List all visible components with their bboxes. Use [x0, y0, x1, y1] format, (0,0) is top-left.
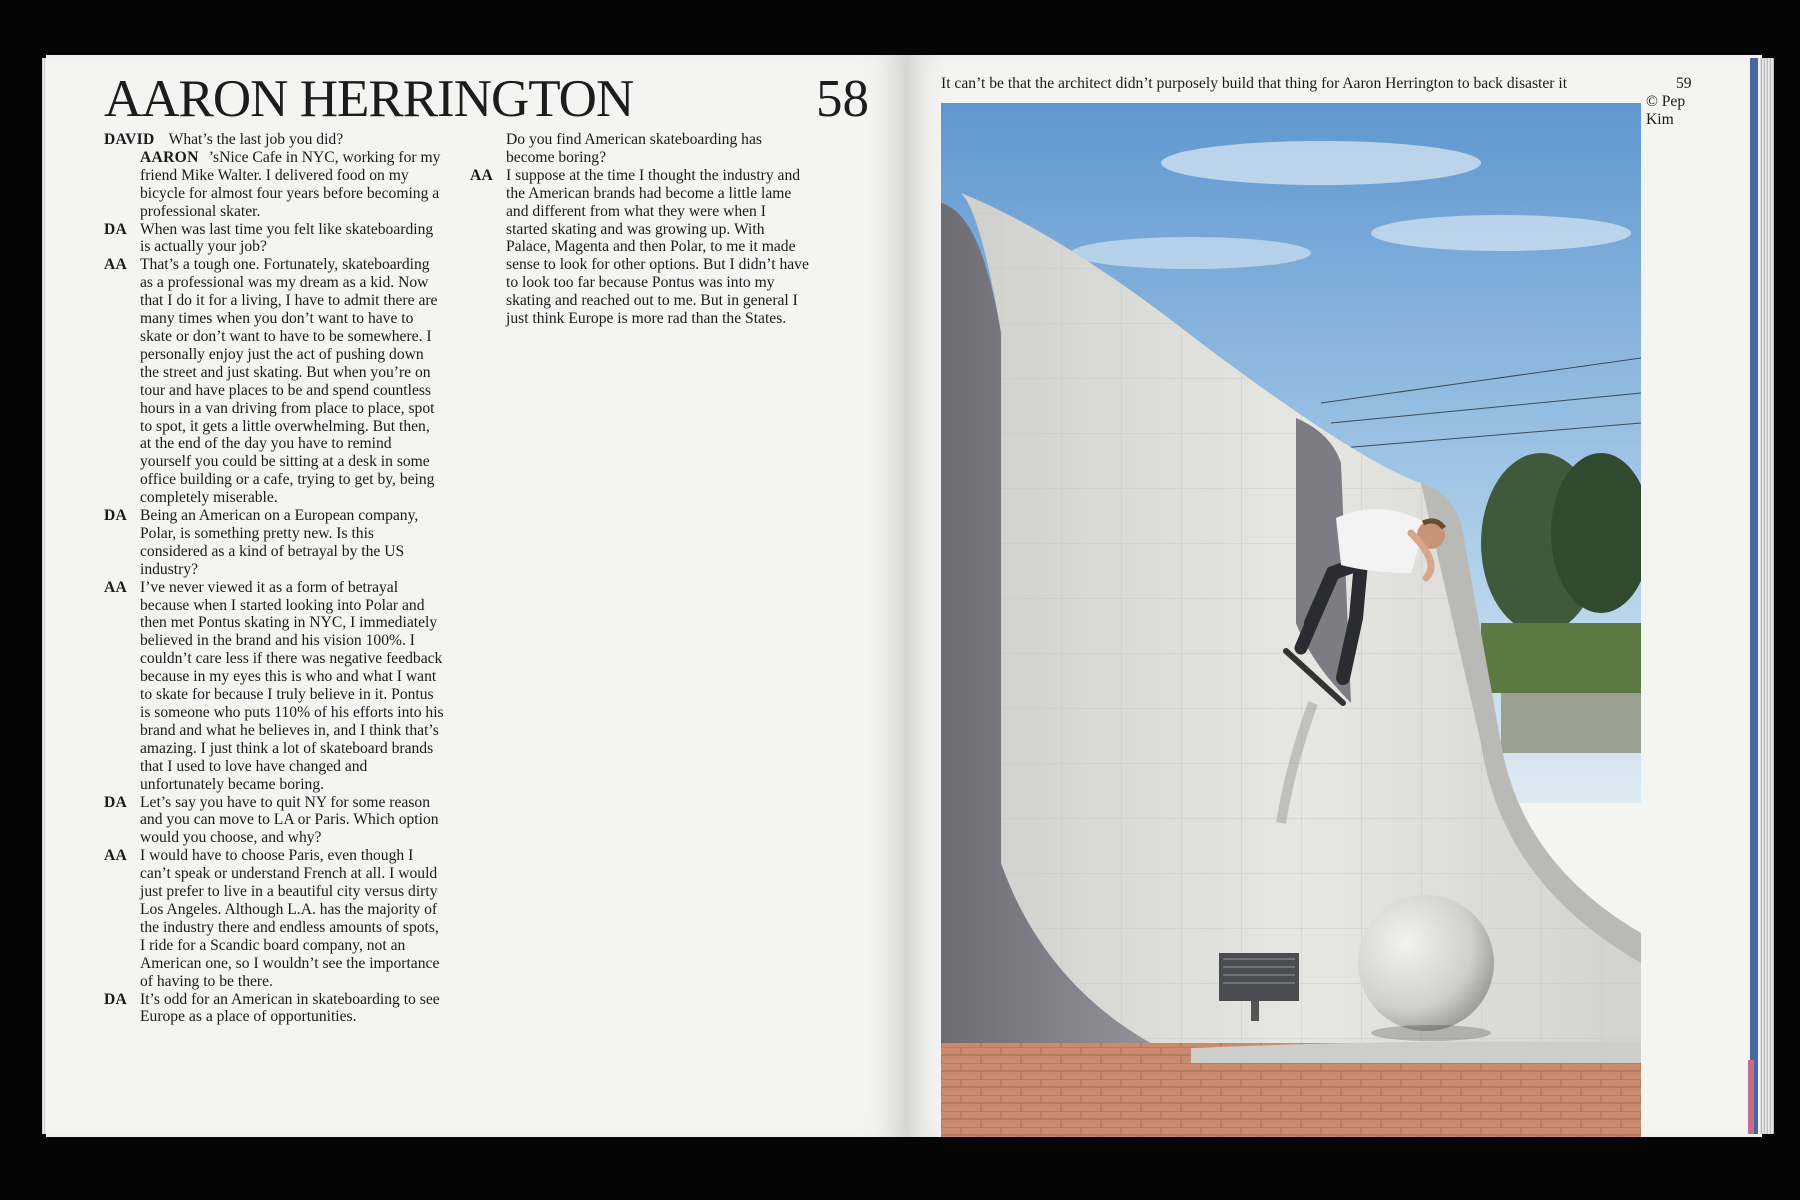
- entry-text: Do you find American skateboarding has become boring?: [506, 131, 762, 166]
- entry-text: What’s the last job you did?: [168, 131, 344, 148]
- speaker-label: AA: [104, 578, 128, 596]
- speaker-label: AA: [104, 847, 128, 865]
- entry-text: It’s odd for an American in skateboarding to see Europe as a place of opportunities.: [140, 990, 440, 1026]
- speaker-label: DA: [104, 793, 128, 811]
- article-title: AARON HERRINGTON: [104, 70, 634, 128]
- entry-text: I suppose at the time I thought the industry and the American brands had become a little lame and different from what they were when I started skating and was growing up. With Palace, Magenta and then Polar, to me it made sense to look for other options. But I didn’t have to look too far because Pontus was into my skating and reached out to me. But in general I just think Europe is more rad than the States.: [506, 166, 809, 328]
- book-edge-pink: [1748, 1060, 1754, 1134]
- interview-entry: [104, 847, 444, 990]
- right-page-edges: [1760, 58, 1774, 1134]
- entry-text: ’sNice Cafe in NYC, working for my friend Mike Walter. I delivered food on my bicycle for almost four years before becoming a professional skater.: [140, 148, 441, 220]
- interview-entry: [104, 149, 444, 221]
- interview-column-2: [470, 131, 810, 328]
- interview-entry: [470, 131, 810, 167]
- interview-entry: [104, 507, 444, 579]
- speaker-label: AA: [470, 166, 494, 184]
- speaker-label: DA: [104, 990, 128, 1008]
- interview-entry: [104, 991, 444, 1027]
- interview-entry: [104, 256, 444, 507]
- entry-text: I would have to choose Paris, even though I can’t speak or understand French at all. I would just prefer to live in a beautiful city versus dirty Los Angeles. Although L.A. has the majority of the industry there and endless amounts of spots, I ride for a Scandic board company, not an American one, so I wouldn’t see the importance of having to be there.: [140, 847, 440, 990]
- interview-entry: [470, 167, 810, 328]
- entry-text: Being an American on a European company, Polar, is something pretty new. Is this considered as a kind of betrayal by the US industry?: [140, 507, 419, 578]
- interview-entry: [104, 794, 444, 848]
- page-number-right: 59: [1676, 75, 1692, 92]
- right-page: [906, 55, 1762, 1137]
- speaker-label: DA: [104, 220, 128, 238]
- left-page: [46, 55, 906, 1137]
- interview-entry: [104, 579, 444, 794]
- speaker-label: DA: [104, 507, 128, 525]
- interview-entry: [104, 221, 444, 257]
- entry-text: That’s a tough one. Fortunately, skateboarding as a professional was my dream as a kid. Now that I do it for a living, I have to admit there are many times when you don’t want to have to skate or don’t want to have to be somewhere. I personally enjoy just the act of pushing down the street and just skating. But when you’re on tour and have places to be and spend countless hours in a van driving from place to place, spot to spot, it gets a little overwhelming. But then, at the end of the day you have to remind yourself you could be sitting at a desk in some office building or a cafe, trying to get by, being completely miserable.: [140, 256, 438, 507]
- photo-illustration: [941, 103, 1641, 1137]
- photo-credit: © Pep Kim: [1646, 93, 1686, 128]
- speaker-label: AARON: [140, 148, 199, 166]
- photo-caption: It can’t be that the architect didn’t purposely build that thing for Aaron Herrington to back disaster it: [941, 75, 1568, 92]
- interview-column-1: [104, 131, 444, 1026]
- page-number-left: 58: [816, 70, 869, 128]
- entry-text: When was last time you felt like skateboarding is actually your job?: [140, 220, 434, 256]
- entry-text: I’ve never viewed it as a form of betrayal because when I started looking into Polar and then met Pontus skating in NYC, I immediately believed in the brand and his vision 100%. I couldn’t care less if there was negative feedback because in my eyes this is who and what I want to skate for because I truly believe in it. Pontus is someone who puts 110% of his efforts into his brand and what he believes in, and I think that’s amazing. I just think a lot of skateboard brands that I used to love have changed and unfortunately became boring.: [140, 578, 444, 793]
- skateboard-photo: [941, 103, 1641, 1137]
- speaker-label: AA: [104, 256, 128, 274]
- entry-text: Let’s say you have to quit NY for some reason and you can move to LA or Paris. Which option would you choose, and why?: [140, 793, 439, 847]
- speaker-label: DAVID: [104, 131, 155, 148]
- book-edge-blue: [1750, 58, 1758, 1134]
- interview-entry: [104, 131, 444, 149]
